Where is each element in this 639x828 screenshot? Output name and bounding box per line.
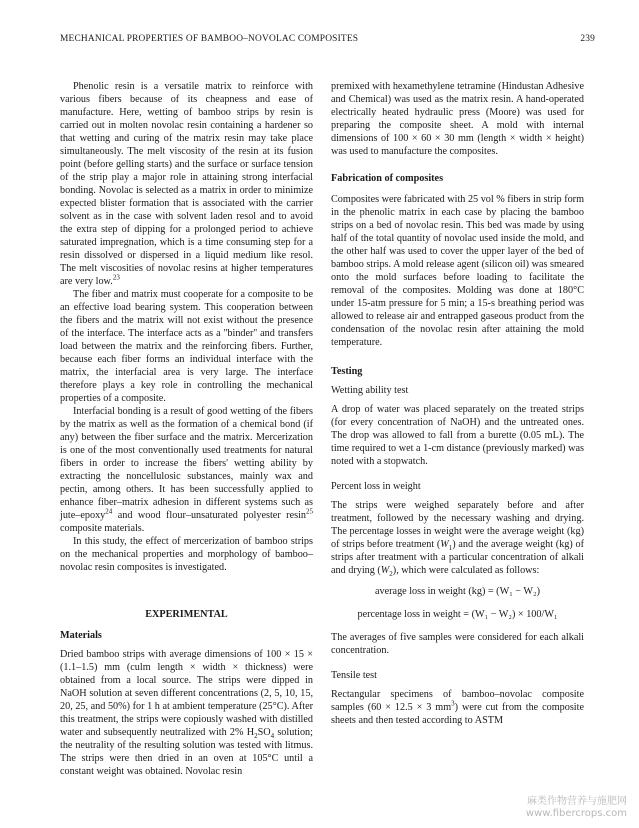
paragraph-phenolic-resin: Phenolic resin is a versatile matrix to reinforce with various fibers because of its cheapness and ease of manufacture. Here, wetting of bamboo strips by resin is carried out in molten novolac resin containing a hardener so that wetting and curing of the matrix resin may take place simultaneously. The melt viscosity of the resin at its fusion point (before gelling starts) and the surface or surface tension of the strip play a major role in attaining strong interfacial bonding. Novolac is selected as a matrix in order to minimize expected blister formation that is associated with the carrier solvent as in the case with solvent laden resol and to avoid the extra step of dipping for a prolonged period to achieve saturated impregnation, which is a time consuming step for a resin dissolved or dispersed in a liquid medium like resol. The melt viscosities of novolac resins at higher temperatures are very low.$^{23}$ [60, 81, 313, 287]
paragraph-interfacial-bonding: Interfacial bonding is a result of good wetting of the fibers by the matrix as well as the formation of a chemical bond (if any) between the fiber surface and the matrix. Mercerization is one of the most conventionally used treatments for natural fibers in order to increase the fibers' wetting ability by extracting the noncellulosic substances, mainly wax and pectin, among others. It has been successfully applied to enhance fiber–matrix adhesion in different systems such as jute–epoxy$^{24}$ and wood flour–unsaturated polyester resin$^{25}$ composite materials. [60, 406, 313, 534]
paragraph-materials: Dried bamboo strips with average dimensions of 100 × 15 × (1.1–1.5) mm (culm length × width × thickness) were obtained from a local source. The strips were dipped in NaOH solution at seven different concentrations (2, 5, 10, 15, 20, 25, and 50%) for 1 h at ambient temperature (25°C). After this treatment, the strips were copiously washed with distilled water and subsequently neutralized with 2% $H_2SO_4$ solution; the neutrality of the resulting solution was tested with litmus. The strips were then dried in an oven at 105°C until a constant weight was obtained. Novolac resin [60, 649, 313, 777]
paragraph-averages: The averages of five samples were considered for each alkali concentration. [331, 632, 584, 656]
subsubsection-heading-tensile: Tensile test [331, 670, 377, 681]
subsection-heading-testing: Testing [331, 366, 363, 377]
paragraph-percent-loss: The strips were weighed separately before and after treatment, followed by the necessary washing and drying. The percentage losses in weight were the average weight (kg) of strips before treatment $(W_1)$ and the average weight (kg) of strips after treatment with a particular concentration of alkali and drying $(W_2)$, which were calculated as follows: [331, 500, 584, 579]
subsubsection-heading-wetting: Wetting ability test [331, 385, 409, 396]
section-heading-experimental: EXPERIMENTAL [145, 609, 228, 620]
watermark [526, 796, 627, 820]
left-column [60, 80, 313, 778]
paragraph-resin-and-press: premixed with hexamethylene tetramine (Hindustan Adhesive and Chemical) was used as the matrix resin. A hand-operated electrically heated hydraulic press (Moore) was used for preparing the composite sheet. A mold with internal dimensions of 100 × 60 × 30 mm (length × width × height) was used to manufacture the composites. [331, 81, 584, 157]
equation-percentage-loss: percentage loss in weight = (W₁ − W₂) × 100/W₁ [357, 609, 558, 620]
subsubsection-heading-percent-loss: Percent loss in weight [331, 481, 421, 492]
paragraph-fiber-matrix: The fiber and matrix must cooperate for a composite to be an effective load bearing system. This cooperation between the fibers and the matrix will not exist without the presence of the interface. The interface acts as a ''binder'' and transfers load between the matrix and the reinforcing fibers. Further, because each fiber forms an individual interface with the matrix, the interfacial area is very large. The interface therefore plays a key role in controlling the mechanical properties of a composite. [60, 289, 313, 404]
running-title: MECHANICAL PROPERTIES OF BAMBOO–NOVOLAC COMPOSITES [60, 34, 359, 44]
subsection-heading-materials: Materials [60, 630, 102, 641]
paragraph-study-aim: In this study, the effect of mercerization of bamboo strips on the mechanical properties and morphology of bamboo–novolac resin composites is investigated. [60, 536, 313, 573]
subsection-heading-fabrication: Fabrication of composites [331, 173, 444, 184]
paragraph-tensile-test: Rectangular specimens of bamboo–novolac composite samples (60 × 12.5 × 3 $mm^3$) were cut from the composite sheets and then tested according to ASTM [331, 689, 584, 726]
paragraph-wetting-test: A drop of water was placed separately on the treated strips (for every concentration of NaOH) and the untreated ones. The drop was allowed to fall from a burette (0.05 mL). The time required to wet a 1-cm distance (previously marked) was noted with a stopwatch. [331, 404, 584, 467]
watermark-line-1: 麻类作物营养与施肥网 [527, 796, 627, 807]
right-column [331, 80, 584, 727]
watermark-line-2: www.fibercrops.com [525, 808, 627, 819]
paragraph-fabrication: Composites were fabricated with 25 vol % fibers in strip form in the phenolic matrix in each case by placing the bamboo strips on a bed of novolac resin. This bed was made by using half of the total quantity of novolac used inside the mold, and the other half was used to cover the upper layer of the bed of bamboo strips. A mold release agent (silicon oil) was smeared onto the mold surfaces before loading to facilitate the removal of the composites. Molding was done at 180°C under 15-atm pressure for 5 min; a 15-s breathing period was allowed to release air and entrapped gaseous product from the condensation of the novolac resin after attaining the mold temperature. [331, 194, 584, 348]
page-number: 239 [580, 34, 595, 44]
equation-average-loss: average loss in weight (kg) = (W₁ − W₂) [375, 586, 540, 597]
